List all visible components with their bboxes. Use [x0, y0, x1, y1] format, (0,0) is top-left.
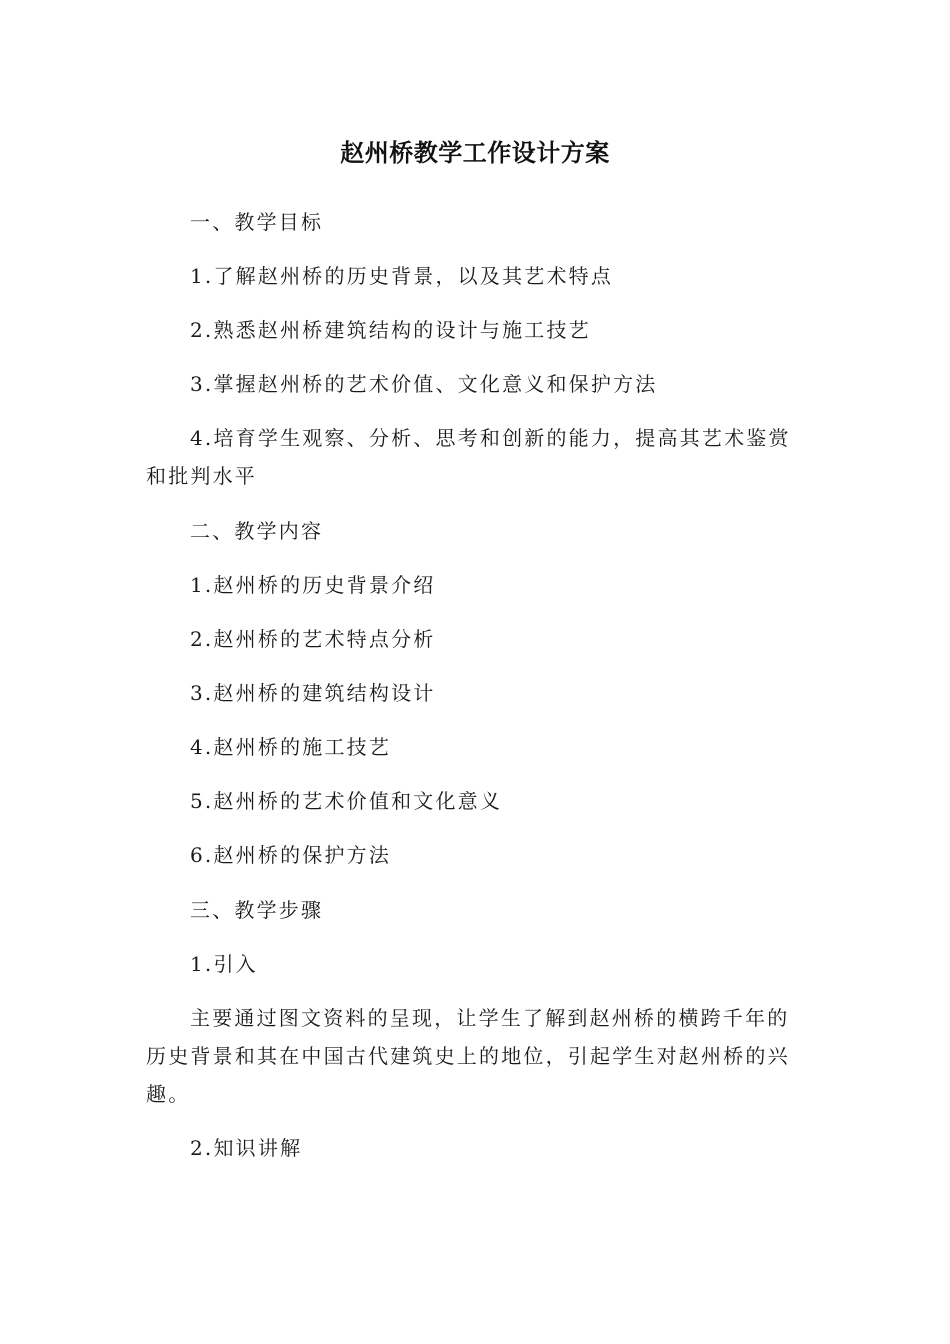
objective-item-2: 2.熟悉赵州桥建筑结构的设计与施工技艺 — [190, 318, 591, 342]
content-item-4: 4.赵州桥的施工技艺 — [190, 735, 392, 759]
step-item-1: 1.引入 — [190, 952, 258, 976]
section-heading-content: 二、教学内容 — [190, 519, 324, 543]
content-item-5: 5.赵州桥的艺术价值和文化意义 — [190, 789, 503, 813]
objective-item-1: 1.了解赵州桥的历史背景，以及其艺术特点 — [190, 264, 614, 288]
content-item-6: 6.赵州桥的保护方法 — [190, 843, 392, 867]
content-item-2: 2.赵州桥的艺术特点分析 — [190, 627, 436, 651]
content-item-1: 1.赵州桥的历史背景介绍 — [190, 573, 436, 597]
objective-item-4: 4.培育学生观察、分析、思考和创新的能力，提高其艺术鉴赏和批判水平 — [146, 426, 791, 488]
step-item-2: 2.知识讲解 — [190, 1136, 303, 1160]
section-heading-steps: 三、教学步骤 — [190, 898, 324, 922]
document-title: 赵州桥教学工作设计方案 — [340, 139, 610, 167]
content-item-3: 3.赵州桥的建筑结构设计 — [190, 681, 436, 705]
step-1-description: 主要通过图文资料的呈现，让学生了解到赵州桥的横跨千年的历史背景和其在中国古代建筑史上的地位，引起学生对赵州桥的兴趣。 — [146, 1006, 790, 1106]
section-heading-objectives: 一、教学目标 — [190, 210, 324, 234]
objective-item-3: 3.掌握赵州桥的艺术价值、文化意义和保护方法 — [190, 372, 658, 396]
